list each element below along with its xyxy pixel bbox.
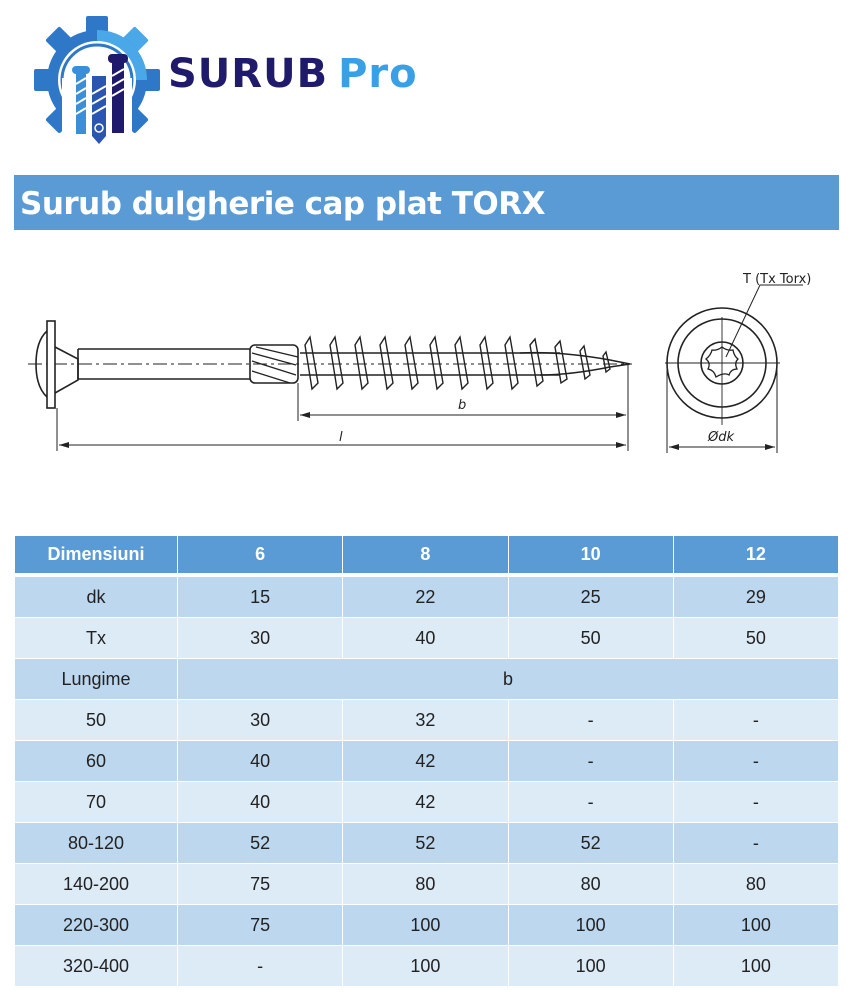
table-cell: -: [673, 823, 838, 864]
table-cell: 80: [508, 864, 673, 905]
screw-technical-drawing: [0, 255, 856, 470]
table-cell: 22: [343, 575, 508, 618]
table-cell: 100: [673, 905, 838, 946]
table-cell: 75: [178, 905, 343, 946]
table-cell: 15: [178, 575, 343, 618]
brand-name-part1: SURUB: [168, 51, 329, 97]
dimensions-table: [14, 536, 839, 987]
table-cell: 52: [508, 823, 673, 864]
table-row-length-60: [15, 741, 839, 782]
table-cell: 32: [343, 700, 508, 741]
table-cell: 30: [178, 700, 343, 741]
table-cell: 50: [673, 618, 838, 659]
table-cell: -: [508, 782, 673, 823]
dimension-dk-label: Ødk: [708, 430, 735, 445]
table-row-length-70: [15, 782, 839, 823]
table-row-length-80-120: [15, 823, 839, 864]
brand-name-part2: Pro: [338, 51, 418, 97]
table-cell: 42: [343, 741, 508, 782]
brand-name: [168, 51, 418, 97]
header-size-10: 10: [508, 536, 673, 575]
table-cell: -: [508, 741, 673, 782]
row-label: 80-120: [15, 823, 178, 864]
page-title: Surub dulgherie cap plat TORX: [20, 186, 546, 222]
table-cell: 100: [343, 946, 508, 987]
row-label: 320-400: [15, 946, 178, 987]
table-row-lungime: [15, 659, 839, 700]
header-dimensiuni: Dimensiuni: [15, 536, 178, 575]
table-cell: 52: [178, 823, 343, 864]
table-cell: -: [673, 782, 838, 823]
table-row-length-320-400: [15, 946, 839, 987]
row-label: Tx: [15, 618, 178, 659]
table-cell: 42: [343, 782, 508, 823]
header-size-12: 12: [673, 536, 838, 575]
table-row-tx: [15, 618, 839, 659]
table-header-row: [15, 536, 839, 575]
row-label: 70: [15, 782, 178, 823]
brand-logo: [32, 14, 432, 150]
header-size-8: 8: [343, 536, 508, 575]
header-size-6: 6: [178, 536, 343, 575]
table-row-length-50: [15, 700, 839, 741]
table-row-length-220-300: [15, 905, 839, 946]
table-cell: 40: [178, 782, 343, 823]
table-cell: -: [673, 741, 838, 782]
table-cell: -: [178, 946, 343, 987]
row-label: Lungime: [15, 659, 178, 700]
table-cell: 30: [178, 618, 343, 659]
table-cell: 40: [343, 618, 508, 659]
table-row-length-140-200: [15, 864, 839, 905]
dimension-l-label: l: [339, 430, 343, 445]
torx-label: T (Tx Torx): [743, 272, 812, 287]
row-label: dk: [15, 575, 178, 618]
table-cell: 52: [343, 823, 508, 864]
title-banner: [14, 175, 839, 230]
table-row-dk: [15, 575, 839, 618]
table-cell: 75: [178, 864, 343, 905]
row-label: 50: [15, 700, 178, 741]
row-label: 60: [15, 741, 178, 782]
table-cell: 100: [508, 905, 673, 946]
table-cell: 40: [178, 741, 343, 782]
gear-with-screws-icon: [32, 14, 162, 146]
table-cell: 100: [508, 946, 673, 987]
table-cell: -: [673, 700, 838, 741]
table-cell: 100: [343, 905, 508, 946]
table-cell: 50: [508, 618, 673, 659]
table-cell: -: [508, 700, 673, 741]
table-cell: 100: [673, 946, 838, 987]
section-span-cell: b: [178, 659, 839, 700]
row-label: 220-300: [15, 905, 178, 946]
table-cell: 29: [673, 575, 838, 618]
dimension-b-label: b: [458, 398, 467, 413]
table-cell: 25: [508, 575, 673, 618]
row-label: 140-200: [15, 864, 178, 905]
table-cell: 80: [343, 864, 508, 905]
table-cell: 80: [673, 864, 838, 905]
